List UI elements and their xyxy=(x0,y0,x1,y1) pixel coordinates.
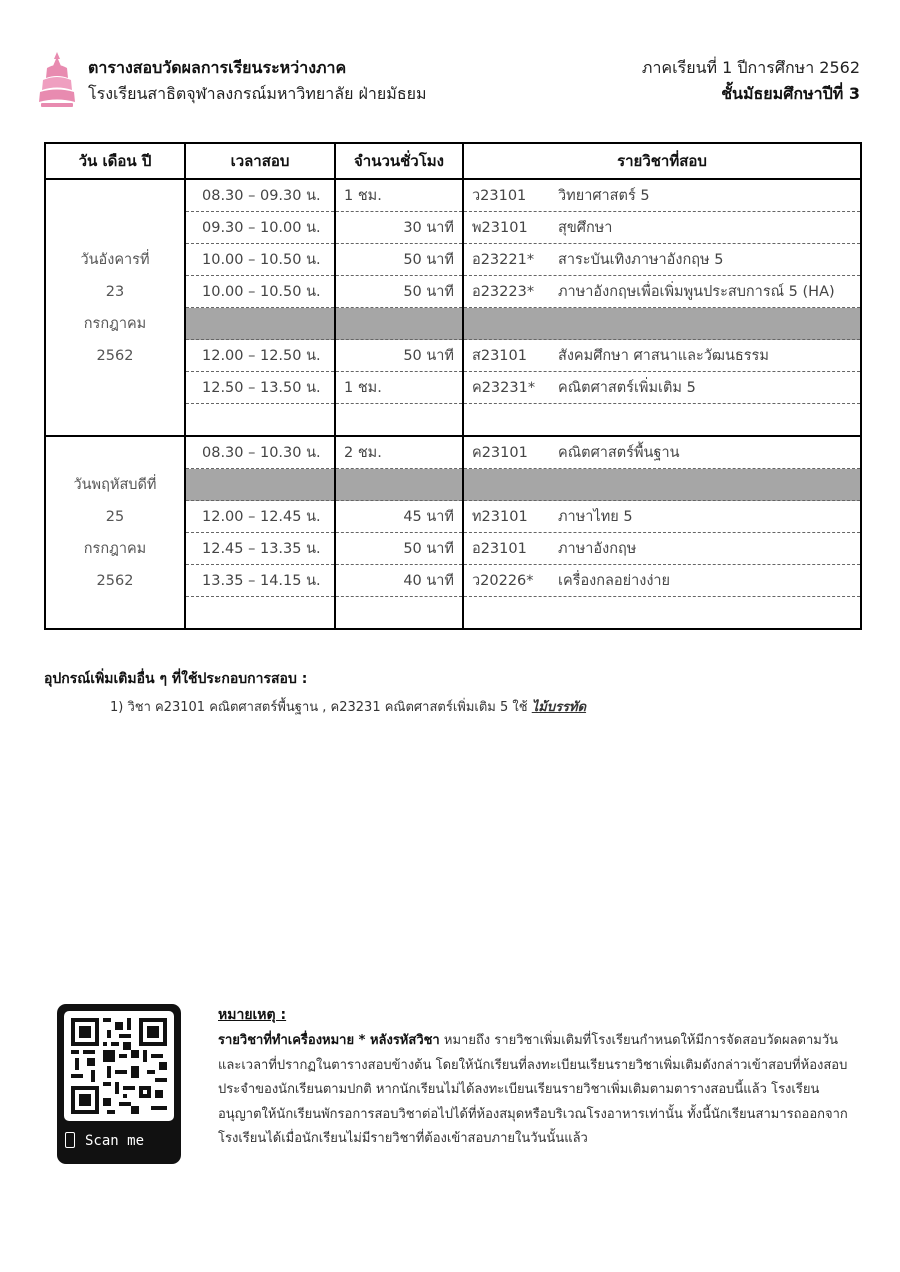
exam-subject xyxy=(463,436,861,469)
break-cell xyxy=(185,308,335,340)
scan-me-label xyxy=(65,1132,144,1149)
school-logo xyxy=(37,50,77,108)
grade-label: ชั้นมัธยมศึกษาปีที่ 3 xyxy=(721,84,860,103)
break-cell xyxy=(335,308,463,340)
qr-code[interactable] xyxy=(64,1011,174,1121)
exam-duration: 30 นาที xyxy=(335,212,463,244)
empty-cell xyxy=(335,404,463,437)
subject-name: วิทยาศาสตร์ 5 xyxy=(558,188,650,204)
break-cell xyxy=(335,469,463,501)
break-cell xyxy=(463,469,861,501)
subject-name: สาระบันเทิงภาษาอังกฤษ 5 xyxy=(558,252,724,268)
note-lead: รายวิชาที่ทำเครื่องหมาย * หลังรหัสวิชา xyxy=(218,1033,440,1048)
subject-name: สุขศึกษา xyxy=(558,220,613,236)
day-name: วันอังคารที่ xyxy=(80,251,150,268)
empty-cell xyxy=(185,597,335,630)
header-date: วัน เดือน ปี xyxy=(45,143,185,179)
table-row xyxy=(45,179,861,212)
day-date: 25 xyxy=(105,508,125,525)
day-cell xyxy=(45,436,185,629)
exam-time: 12.45 – 13.35 น. xyxy=(185,533,335,565)
exam-time: 10.00 – 10.50 น. xyxy=(185,276,335,308)
subject-name: คณิตศาสตร์เพิ่มเติม 5 xyxy=(558,380,696,396)
day-name: วันพฤหัสบดีที่ xyxy=(73,476,157,493)
subject-code: อ23223* xyxy=(472,284,535,300)
header-hours: จำนวนชั่วโมง xyxy=(335,143,463,179)
scan-me-text: Scan me xyxy=(85,1133,145,1149)
exam-time: 10.00 – 10.50 น. xyxy=(185,244,335,276)
exam-duration: 1 ชม. xyxy=(335,372,463,404)
header-subject: รายวิชาที่สอบ xyxy=(463,143,861,179)
school-name: โรงเรียนสาธิตจุฬาลงกรณ์มหาวิทยาลัย ฝ่ายมัธยม xyxy=(88,84,427,103)
table-row xyxy=(45,436,861,469)
subject-code: ส23101 xyxy=(472,348,527,364)
exam-time: 12.00 – 12.50 น. xyxy=(185,340,335,372)
subject-code: พ23101 xyxy=(472,220,528,236)
exam-subject xyxy=(463,212,861,244)
exam-subject xyxy=(463,340,861,372)
subject-code: ว23101 xyxy=(472,188,527,204)
subject-code: ค23231* xyxy=(472,380,536,396)
exam-duration: 45 นาที xyxy=(335,501,463,533)
header-time: เวลาสอบ xyxy=(185,143,335,179)
exam-subject xyxy=(463,179,861,212)
exam-duration: 1 ชม. xyxy=(335,179,463,212)
subject-name: ภาษาไทย 5 xyxy=(558,509,633,525)
exam-subject xyxy=(463,244,861,276)
qr-pattern xyxy=(71,1018,167,1114)
empty-cell xyxy=(463,597,861,630)
subject-name: ภาษาอังกฤษ xyxy=(558,541,637,557)
note-body xyxy=(218,1029,854,1152)
exam-time: 12.00 – 12.45 น. xyxy=(185,501,335,533)
exam-time: 13.35 – 14.15 น. xyxy=(185,565,335,597)
subject-code: อ23221* xyxy=(472,252,535,268)
day-month: กรกฎาคม xyxy=(83,540,147,557)
exam-schedule-table xyxy=(44,142,862,630)
phone-icon xyxy=(65,1132,75,1148)
exam-subject xyxy=(463,533,861,565)
exam-time: 08.30 – 09.30 น. xyxy=(185,179,335,212)
day-year: 2562 xyxy=(96,572,134,589)
subject-name: เครื่องกลอย่างง่าย xyxy=(558,573,671,589)
exam-duration: 2 ชม. xyxy=(335,436,463,469)
note-title: หมายเหตุ : xyxy=(218,1007,287,1023)
exam-time: 12.50 – 13.50 น. xyxy=(185,372,335,404)
day-date: 23 xyxy=(105,283,125,300)
subject-code: ท23101 xyxy=(472,509,528,525)
note-text: หมายถึง รายวิชาเพิ่มเติมที่โรงเรียนกำหนดให้มีการจัดสอบวัดผลตามวันและเวลาที่ปรากฏในตารางสอบข้างต้น โดยให้นักเรียนที่ลงทะเบียนเรียนรายวิชาเพิ่มเติมดังกล่าวเข้าสอบที่ห้องสอบประจำของนักเรียนตามปกติ หากนักเรียนไม่ได้ลงทะเบียนเรียนรายวิชาเพิ่มเติมตามตารางสอบนี้แล้ว โรงเรียนอนุญาตให้นักเรียนพักรอการสอบวิชาต่อไปได้ที่ห้องสมุดหรือบริเวณโรงอาหารเท่านั้น ทั้งนี้นักเรียนสามารถออกจากโรงเรียนได้เมื่อนักเรียนไม่มีรายวิชาที่ต้องเข้าสอบภายในวันนั้นแล้ว xyxy=(218,1033,848,1146)
page-title: ตารางสอบวัดผลการเรียนระหว่างภาค xyxy=(88,58,347,77)
day-year: 2562 xyxy=(96,347,134,364)
exam-duration: 50 นาที xyxy=(335,244,463,276)
exam-duration: 50 นาที xyxy=(335,276,463,308)
exam-subject xyxy=(463,276,861,308)
exam-time: 09.30 – 10.00 น. xyxy=(185,212,335,244)
exam-subject xyxy=(463,372,861,404)
subject-name: ภาษาอังกฤษเพื่อเพิ่มพูนประสบการณ์ 5 (HA) xyxy=(558,284,835,300)
empty-cell xyxy=(185,404,335,437)
exam-time: 08.30 – 10.30 น. xyxy=(185,436,335,469)
exam-duration: 40 นาที xyxy=(335,565,463,597)
day-cell xyxy=(45,179,185,436)
exam-subject xyxy=(463,501,861,533)
equipment-item xyxy=(110,696,586,717)
empty-cell xyxy=(335,597,463,630)
subject-name: สังคมศึกษา ศาสนาและวัฒนธรรม xyxy=(558,348,769,364)
break-cell xyxy=(463,308,861,340)
exam-subject xyxy=(463,565,861,597)
term-label: ภาคเรียนที่ 1 ปีการศึกษา 2562 xyxy=(641,58,860,77)
equipment-title: อุปกรณ์เพิ่มเติมอื่น ๆ ที่ใช้ประกอบการสอบ : xyxy=(44,671,308,687)
subject-code: ว20226* xyxy=(472,573,534,589)
table-header-row xyxy=(45,143,861,179)
exam-duration: 50 นาที xyxy=(335,340,463,372)
exam-duration: 50 นาที xyxy=(335,533,463,565)
subject-code: อ23101 xyxy=(472,541,527,557)
qr-code-badge[interactable] xyxy=(57,1004,181,1164)
subject-name: คณิตศาสตร์พื้นฐาน xyxy=(558,445,680,461)
empty-cell xyxy=(463,404,861,437)
break-cell xyxy=(185,469,335,501)
subject-code: ค23101 xyxy=(472,445,528,461)
equipment-ruler: ไม้บรรทัด xyxy=(531,700,587,715)
equipment-item-text: 1) วิชา ค23101 คณิตศาสตร์พื้นฐาน , ค23231 คณิตศาสตร์เพิ่มเติม 5 ใช้ xyxy=(110,700,532,715)
day-month: กรกฎาคม xyxy=(83,315,147,332)
